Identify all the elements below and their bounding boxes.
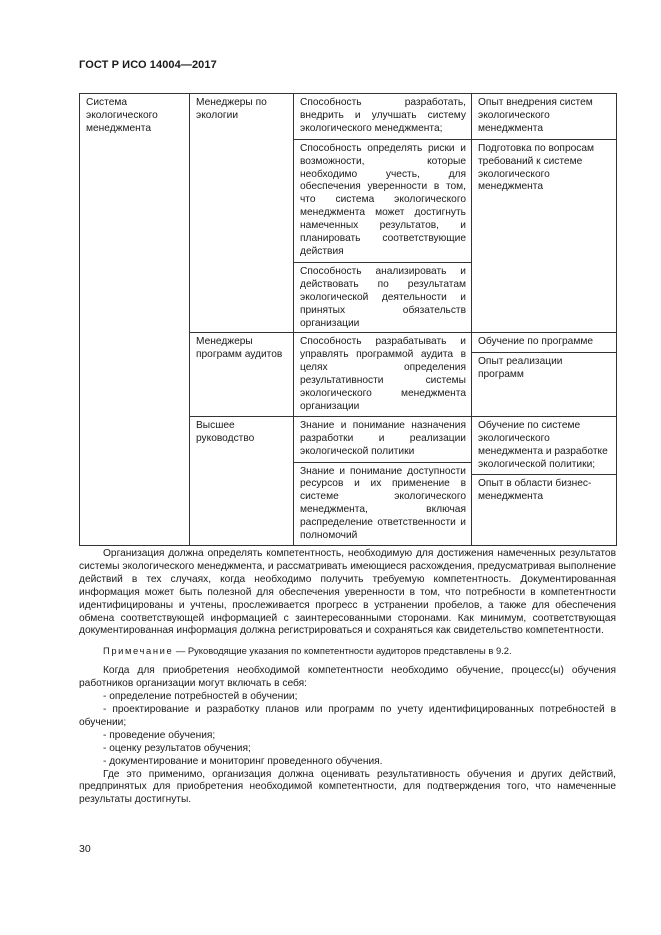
training-cell (472, 416, 617, 545)
competence-item: Знание и понимание назначения разработки и реализации экологической политики (300, 419, 466, 457)
list-item: - определение потребностей в обучении; (103, 691, 298, 703)
paragraph: Где это применимо, организация должна оценивать результативность обучения и других действий, предпринятых для приобретения необходимой компетентности, для подтверждения того, что намеченные результаты достигнуты. (79, 768, 616, 806)
training-item: Опыт в области бизнес-менеджмента (472, 474, 616, 504)
training-cell (472, 333, 617, 416)
competence-table (79, 93, 617, 546)
paragraph: Организация должна определять компетентность, необходимую для достижения намеченных результатов системы экологического менеджмента, и рассматривать имеющиеся расхождения, предусматривая выполнение действий в тех случаях, когда необходимо получить требуемую компетентность. Документированная информация может быть полезной для обеспечения уверенности в том, что потребности в компетентности идентифицированы и учтены, прослеживается прогресс в устранении пробелов, а также для обеспечения обмена соответствующей информацией с заинтересованными сторонами. Как минимум, соответствующая документированная информация должна регистрироваться и сохраняться как свидетельство компетентности. (79, 548, 616, 637)
list-item: - документирование и мониторинг проведенного обучения. (103, 755, 383, 767)
role-cell (190, 333, 294, 416)
role-label: Высшее руководство (196, 419, 255, 444)
role-cell (190, 416, 294, 545)
page-number: 30 (79, 843, 91, 855)
competence-item: Способность определять риски и возможности, которые необходимо учесть, для обеспечения уверенности в том, что система экологического менеджмента может достигнуть намеченных результатов, и планировать соответствующие действия (294, 139, 471, 259)
paragraph: Когда для приобретения необходимой компетентности необходимо обучение, процесс(ы) обучения работников организации могут включать в себя: (79, 665, 616, 690)
role-label: Менеджеры по экологии (196, 97, 267, 121)
competence-item: Способность анализировать и действовать по результатам экологической деятельности и принятых обязательств организации (294, 262, 471, 331)
competence-cell (294, 333, 472, 416)
training-item: Опыт реализации программ (472, 352, 616, 382)
competence-cell (294, 416, 472, 545)
training-item: Обучение по системе экологического менеджмента и разработке экологической политики; (478, 419, 608, 470)
table-row (80, 94, 617, 333)
list-item: - оценку результатов обучения; (103, 742, 251, 754)
note (79, 645, 616, 658)
competence-item: Знание и понимание доступности ресурсов и их применение в системе экологического менеджмента, включая распределение ответственности и полномочий (294, 462, 471, 543)
training-cell (472, 94, 617, 333)
document-header: ГОСТ Р ИСО 14004—2017 (79, 59, 217, 71)
note-text: — Руководящие указания по компетентности аудиторов представлены в 9.2. (173, 645, 512, 657)
competence-cell (294, 94, 472, 333)
body-text (79, 548, 616, 807)
competence-item: Способность разработать, внедрить и улучшать систему экологического менеджмента; (300, 97, 466, 134)
list-item: - проектирование и разработку планов или программ по учету идентифицированных потребностей в обучении; (79, 703, 616, 728)
system-label: Система экологического менеджмента (86, 97, 158, 134)
note-label: Примечание (103, 645, 174, 657)
list-item: - проведение обучения; (103, 729, 216, 741)
role-label: Менеджеры программ аудитов (196, 336, 283, 361)
competence-item: Способность разрабатывать и управлять программой аудита в целях определения результативности системы экологического менеджмента организации (300, 336, 466, 412)
system-cell (80, 94, 190, 546)
role-cell (190, 94, 294, 333)
training-item: Обучение по программе (478, 336, 593, 348)
training-item: Подготовка по вопросам требований к системе экологического менеджмента (472, 139, 616, 195)
training-item: Опыт внедрения систем экологического менеджмента (478, 97, 593, 134)
